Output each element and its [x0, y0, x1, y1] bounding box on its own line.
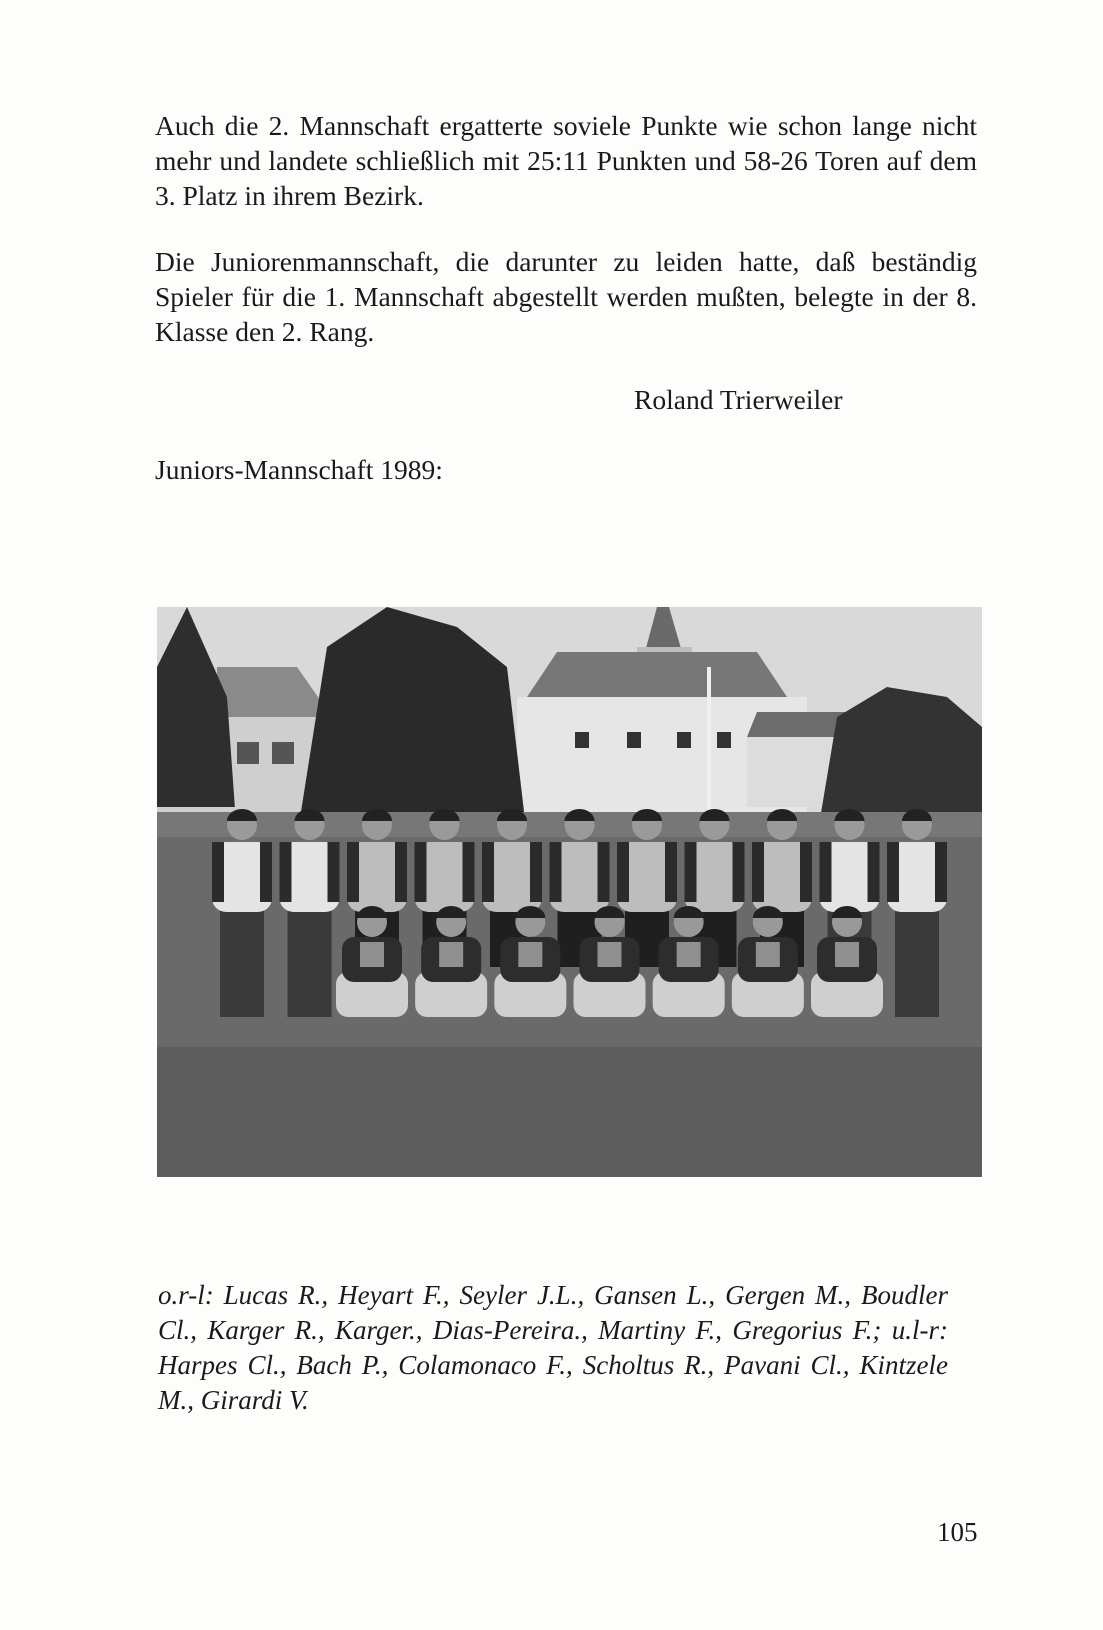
author-signature: Roland Trierweiler	[634, 384, 843, 415]
page-number: 105	[937, 1517, 978, 1547]
paragraph-second-team: Auch die 2. Mannschaft ergatterte soviele Punkte wie schon lange nicht mehr und landete schließlich mit 25:11 Punkten und 58-26 Toren auf dem 3. Platz in ihrem Bezirk.	[155, 110, 977, 211]
photo-caption: o.r-l: Lucas R., Heyart F., Seyler J.L., Gansen L., Gergen M., Boudler Cl., Karger R., Karger., Dias-Pereira., Martiny F., Gregorius F.; u.l-r: Harpes Cl., Bach P., Colamonaco F., Scholtus R., Pavani Cl., Kintzele M., Girardi V.	[158, 1280, 948, 1415]
paragraph-junior-team: Die Juniorenmannschaft, die darunter zu leiden hatte, daß beständig Spieler für die 1. Mannschaft abgestellt werden mußten, belegte in der 8. Klasse den 2. Rang.	[155, 246, 977, 347]
photo-heading: Juniors-Mannschaft 1989:	[155, 454, 443, 485]
team-photo	[157, 607, 982, 1177]
photo-church-roof	[527, 652, 787, 697]
